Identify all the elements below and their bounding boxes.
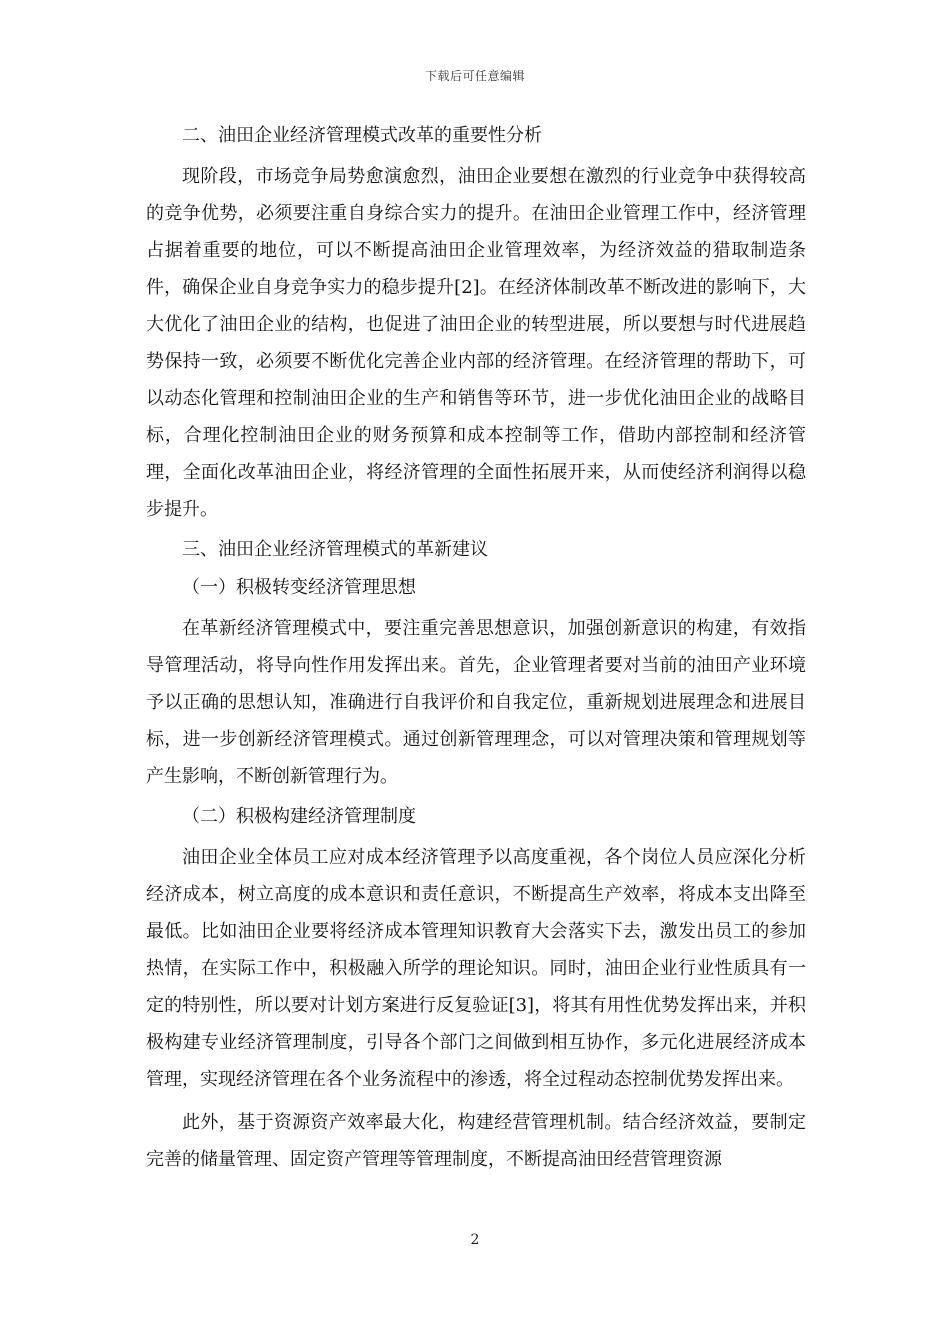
section-heading-2: 二、油田企业经济管理模式改革的重要性分析: [182, 125, 542, 146]
paragraph: 此外，基于资源资产效率最大化，构建经营管理机制。结合经济效益，要制定完善的储量管理、固定资产管理等管理制度，不断提高油田经营管理资源: [146, 1112, 806, 1170]
subsection-heading-1: （一）积极转变经济管理思想: [182, 577, 416, 598]
page-header: 下载后可任意编辑: [424, 69, 525, 83]
paragraph: 现阶段，市场竞争局势愈演愈烈，油田企业要想在激烈的行业竞争中获得较高的竞争优势，必须要注重自身综合实力的提升。在油田企业管理工作中，经济管理占据着重要的地位，可以不断提高油田企业管理效率，为经济效益的猎取制造条件，确保企业自身竞争实力的稳步提升[2]。在经济体制改革不断改进的影响下，大大优化了油田企业的结构，也促进了油田企业的转型进展，所以要想与时代进展趋势保持一致，必须要不断优化完善企业内部的经济管理。在经济管理的帮助下，可以动态化管理和控制油田企业的生产和销售等环节，进一步优化油田企业的战略目标，合理化控制油田企业的财务预算和成本控制等工作，借助内部控制和经济管理，全面化改革油田企业，将经济管理的全面性拓展开来，从而使经济利润得以稳步提升。: [146, 166, 806, 520]
section-heading-3: 三、油田企业经济管理模式的革新建议: [182, 539, 488, 560]
document-body: [146, 120, 806, 1184]
subsection-heading-2: （二）积极构建经济管理制度: [182, 806, 416, 827]
paragraph: 在革新经济管理模式中，要注重完善思想意识，加强创新意识的构建，有效指导管理活动，将导向性作用发挥出来。首先，企业管理者要对当前的油田产业环境予以正确的思想认知，准确进行自我评价和自我定位，重新规划进展理念和进展目标，进一步创新经济管理模式。通过创新管理理念，可以对管理决策和管理规划等产生影响，不断创新管理行为。: [146, 618, 806, 787]
paragraph: 油田企业全体员工应对成本经济管理予以高度重视，各个岗位人员应深化分析经济成本，树立高度的成本意识和责任意识，不断提高生产效率，将成本支出降至最低。比如油田企业要将经济成本管理知识教育大会落实下去，激发出员工的参加热情，在实际工作中，积极融入所学的理论知识。同时，油田企业行业性质具有一定的特别性，所以要对计划方案进行反复验证[3]，将其有用性优势发挥出来，并积极构建专业经济管理制度，引导各个部门之间做到相互协作，多元化进展经济成本管理，实现经济管理在各个业务流程中的渗透，将全过程动态控制优势发挥出来。: [146, 847, 806, 1090]
page-number: 2: [470, 1232, 480, 1248]
